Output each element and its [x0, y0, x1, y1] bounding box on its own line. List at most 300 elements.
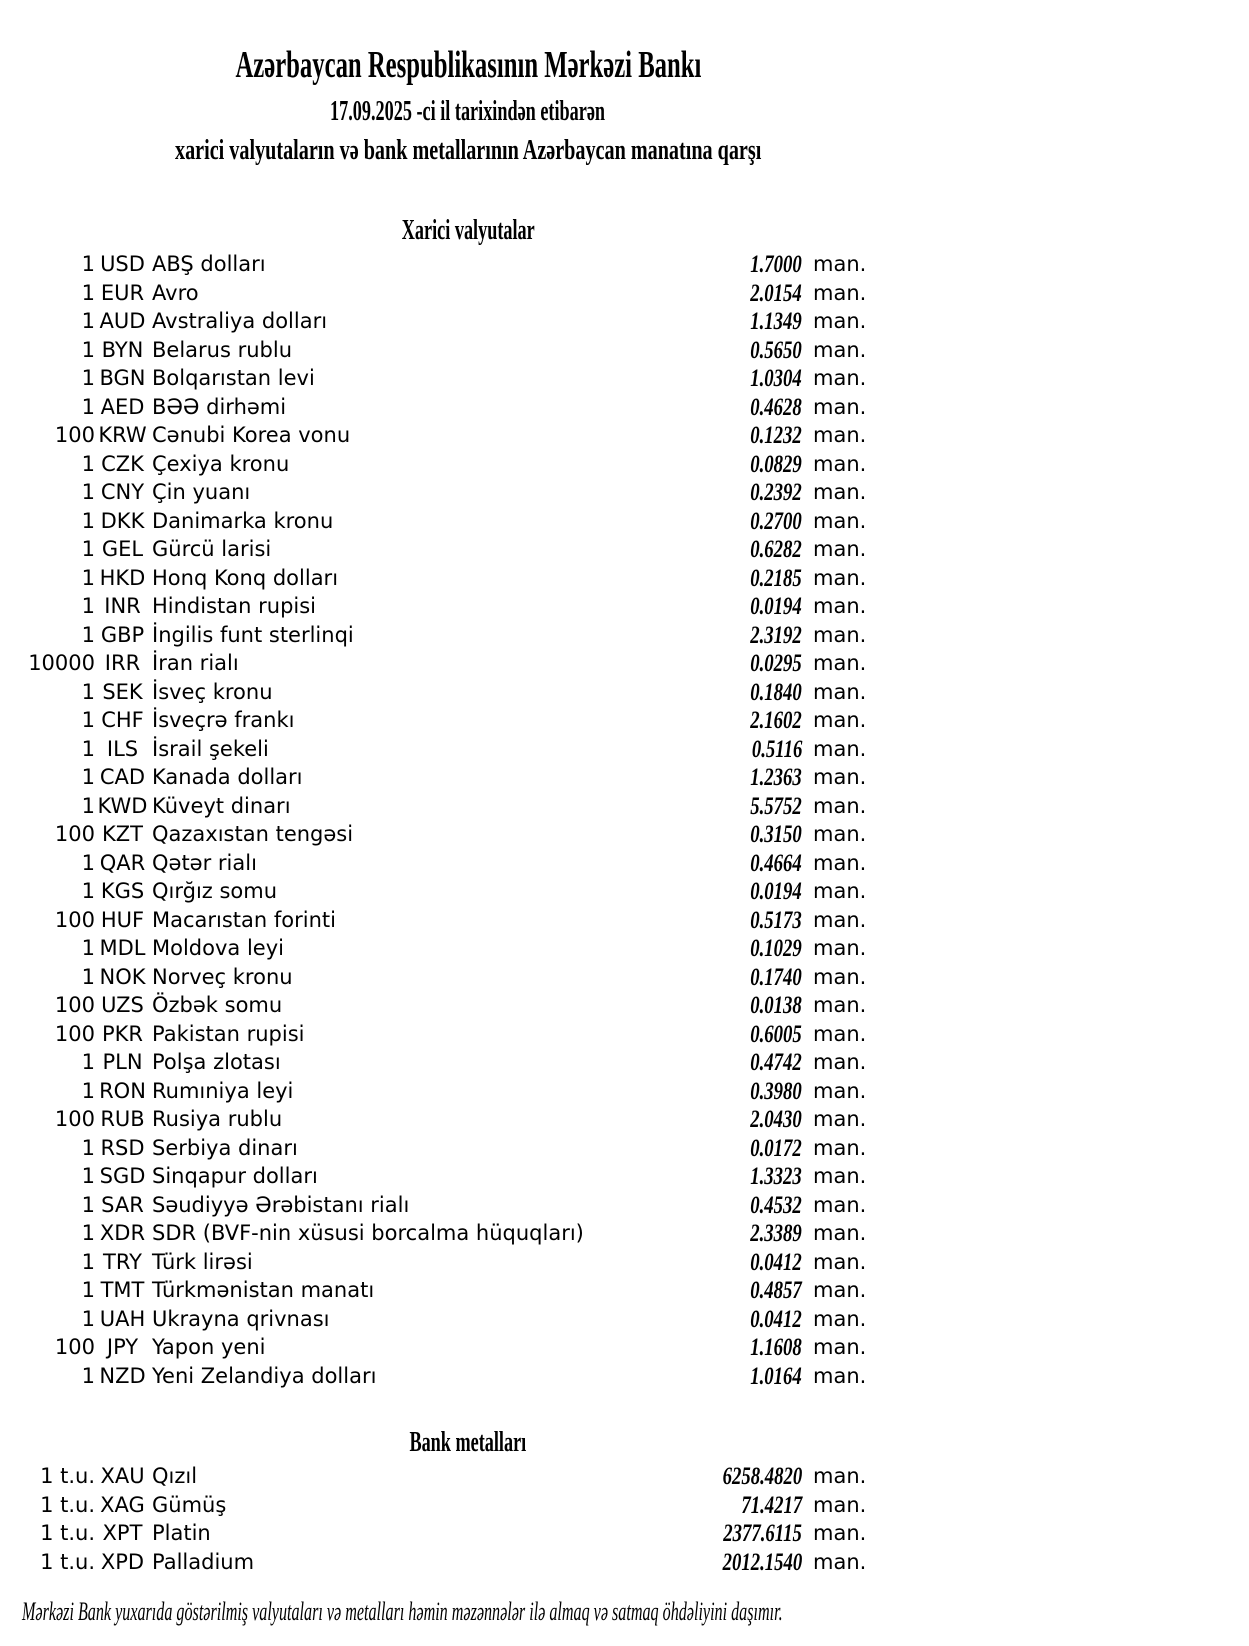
rate-cell: [683, 793, 802, 822]
rate-cell: [683, 479, 802, 508]
end-spacer: [863, 1106, 936, 1135]
rate-cell: [683, 251, 802, 280]
currency-code: CNY: [100, 480, 145, 504]
unit-label: man.: [813, 1021, 867, 1046]
end-spacer: [863, 992, 936, 1021]
rate-cell: [683, 1220, 802, 1249]
quantity: 1: [81, 964, 95, 989]
rate-value: 0.5173: [750, 906, 802, 934]
currency-code: XPD: [100, 1549, 145, 1574]
currency-code: MDL: [99, 936, 146, 960]
unit-label: man.: [813, 1135, 867, 1160]
currency-code: UAH: [99, 1306, 146, 1331]
rate-value: 2012.1540: [722, 1548, 802, 1576]
effective-date-line: [0, 96, 936, 131]
rate-value: 0.0172: [750, 1134, 802, 1162]
page-title: [0, 44, 936, 89]
rate-row-pln: [0, 1049, 936, 1078]
quantity: 1 t.u.: [40, 1521, 95, 1545]
currency-name: Türk lirəsi: [152, 1249, 253, 1274]
rate-row-sek: [0, 679, 936, 708]
unit-label: man.: [813, 964, 867, 989]
quantity: 1: [81, 337, 95, 362]
end-spacer: [863, 736, 936, 765]
unit-label: man.: [813, 537, 867, 561]
currency-name: Serbiya dinarı: [152, 1135, 298, 1160]
section-title-metals: [0, 1427, 936, 1462]
end-spacer: [863, 251, 936, 280]
rate-value: 0.4628: [750, 393, 802, 421]
currency-name: Kanada dolları: [152, 765, 303, 789]
currency-name: İngilis funt sterlinqi: [152, 622, 354, 647]
currency-name: Yapon yeni: [152, 1335, 266, 1359]
rate-row-inr: [0, 593, 936, 622]
end-spacer: [863, 1549, 936, 1578]
unit-label: man.: [813, 1464, 867, 1488]
currency-name: Pakistan rupisi: [152, 1021, 305, 1046]
unit-label: man.: [813, 765, 867, 789]
rate-row-usd: [0, 251, 936, 280]
end-spacer: [863, 679, 936, 708]
unit-label: man.: [813, 366, 867, 390]
rate-cell: [683, 451, 802, 480]
rate-row-cny: [0, 479, 936, 508]
unit-label: man.: [813, 822, 867, 846]
currency-code: BYN: [101, 337, 144, 362]
rate-cell: [683, 1363, 802, 1392]
unit-label: man.: [813, 736, 867, 761]
currency-name: Cənubi Korea vonu: [152, 423, 351, 447]
rate-cell: [683, 878, 802, 907]
currency-code: PLN: [102, 1050, 143, 1074]
quantity: 1: [81, 736, 95, 761]
rate-cell: [683, 707, 802, 736]
quantity: 1: [81, 879, 95, 903]
rate-row-ron: [0, 1078, 936, 1107]
currency-code: KZT: [102, 822, 143, 846]
rate-cell: [683, 1078, 802, 1107]
rate-cell: [683, 935, 802, 964]
currency-name: Gümüş: [152, 1492, 227, 1517]
rate-sections: [0, 215, 936, 1577]
unit-label: man.: [813, 622, 867, 647]
currency-name: Rumıniya leyi: [152, 1078, 294, 1103]
quantity: 100: [54, 423, 95, 447]
rate-cell: [683, 365, 802, 394]
currency-name: Gürcü larisi: [152, 537, 272, 561]
section-title-text: Xarici valyutalar: [401, 215, 535, 246]
currency-code: ILS: [106, 736, 139, 761]
currency-code: UZS: [101, 993, 144, 1017]
rate-value: 0.1029: [750, 935, 802, 962]
quantity: 1: [81, 1363, 95, 1388]
rate-row-try: [0, 1249, 936, 1278]
rate-cell: [683, 1106, 802, 1135]
end-spacer: [863, 308, 936, 337]
unit-label: man.: [813, 252, 867, 276]
unit-label: man.: [813, 793, 867, 818]
currency-name: Küveyt dinarı: [152, 793, 291, 818]
end-spacer: [863, 964, 936, 993]
rate-cell: [683, 536, 802, 565]
rate-row-chf: [0, 707, 936, 736]
end-spacer: [863, 1249, 936, 1278]
rate-row-gel: [0, 536, 936, 565]
end-spacer: [863, 1334, 936, 1363]
rate-row-cad: [0, 764, 936, 793]
rate-row-bgn: [0, 365, 936, 394]
end-spacer: [863, 422, 936, 451]
quantity: 1: [81, 451, 95, 476]
unit-label: man.: [813, 1335, 867, 1359]
currency-name: Ukrayna qrivnası: [152, 1306, 330, 1331]
rate-cell: [683, 1163, 802, 1192]
rate-row-rsd: [0, 1135, 936, 1164]
end-spacer: [863, 280, 936, 309]
rate-row-irr: [0, 650, 936, 679]
quantity: 1 t.u.: [40, 1549, 95, 1574]
currency-code: KWD: [97, 793, 148, 818]
rate-row-xpt: [0, 1520, 936, 1549]
currency-code: IRR: [104, 651, 141, 675]
currency-code: SGD: [99, 1164, 146, 1188]
quantity: 100: [54, 1107, 95, 1131]
quantity: 1: [81, 1164, 95, 1188]
end-spacer: [863, 479, 936, 508]
currency-name: BƏƏ dirhəmi: [152, 394, 287, 419]
rate-value: 71.4217: [741, 1491, 802, 1519]
currency-name: Moldova leyi: [152, 936, 284, 960]
unit-label: man.: [813, 1078, 867, 1103]
currency-code: USD: [100, 252, 145, 276]
rate-row-czk: [0, 451, 936, 480]
rate-row-uzs: [0, 992, 936, 1021]
currency-name: Avstraliya dolları: [152, 309, 328, 333]
rate-row-kgs: [0, 878, 936, 907]
rate-value: 2.3192: [750, 621, 802, 649]
rate-cell: [683, 1334, 802, 1363]
rate-value: 0.0194: [750, 593, 802, 620]
rate-row-sgd: [0, 1163, 936, 1192]
unit-label: man.: [813, 708, 867, 732]
unit-label: man.: [813, 565, 867, 590]
unit-label: man.: [813, 879, 867, 903]
rate-row-jpy: [0, 1334, 936, 1363]
rate-cell: [683, 1021, 802, 1050]
currency-name: Norveç kronu: [152, 964, 293, 989]
rate-row-uah: [0, 1306, 936, 1335]
currency-name: Rusiya rublu: [152, 1107, 283, 1131]
quantity: 1: [81, 508, 95, 533]
rate-cell: [683, 964, 802, 993]
rate-value: 0.6005: [750, 1020, 802, 1048]
currency-code: PKR: [101, 1021, 144, 1046]
rate-value: 0.4664: [750, 849, 802, 877]
end-spacer: [863, 793, 936, 822]
rate-row-hkd: [0, 565, 936, 594]
metals-table: [0, 1463, 936, 1577]
quantity: 1: [81, 1249, 95, 1274]
rate-value: 1.7000: [750, 251, 802, 278]
currency-code: CAD: [99, 765, 146, 789]
currency-code: EUR: [100, 280, 145, 305]
effective-date-text: 17.09.2025 -ci il tarixindən etibarən: [330, 96, 606, 127]
rate-cell: [683, 1492, 802, 1521]
rate-row-pkr: [0, 1021, 936, 1050]
rate-cell: [683, 508, 802, 537]
currency-name: İran rialı: [152, 651, 239, 675]
currency-code: XAG: [100, 1492, 145, 1517]
currency-code: BGN: [99, 366, 146, 390]
page-title-text: Azərbaycan Respublikasının Mərkəzi Bankı: [235, 44, 701, 86]
unit-label: man.: [813, 850, 867, 875]
currency-code: NOK: [99, 964, 146, 989]
rate-value: 2.3389: [750, 1220, 802, 1247]
end-spacer: [863, 821, 936, 850]
currency-name: Polşa zlotası: [152, 1050, 281, 1074]
rate-row-nzd: [0, 1363, 936, 1392]
end-spacer: [863, 1492, 936, 1521]
section-title-currencies: [0, 215, 936, 250]
rate-cell: [683, 1306, 802, 1335]
currency-name: Qazaxıstan tengəsi: [152, 822, 354, 846]
end-spacer: [863, 1463, 936, 1492]
rate-cell: [683, 907, 802, 936]
end-spacer: [863, 1192, 936, 1221]
quantity: 1: [81, 594, 95, 618]
rate-value: 0.0295: [750, 650, 802, 677]
rate-row-mdl: [0, 935, 936, 964]
subtitle-text: xarici valyutaların və bank metallarının Azərbaycan manatına qarşı: [174, 135, 762, 166]
unit-label: man.: [813, 423, 867, 447]
currency-code: TMT: [100, 1278, 145, 1302]
footer-note: [0, 1597, 936, 1630]
rate-row-gbp: [0, 622, 936, 651]
rate-cell: [683, 1049, 802, 1078]
rate-row-qar: [0, 850, 936, 879]
currency-name: Yeni Zelandiya dolları: [152, 1363, 377, 1388]
quantity: 1: [81, 309, 95, 333]
quantity: 1: [81, 793, 95, 818]
rate-value: 0.3150: [750, 821, 802, 848]
unit-label: man.: [813, 280, 867, 305]
end-spacer: [863, 1163, 936, 1192]
end-spacer: [863, 365, 936, 394]
unit-label: man.: [813, 1107, 867, 1131]
rate-value: 0.4857: [750, 1277, 802, 1304]
currency-code: INR: [104, 594, 141, 618]
currency-code: SAR: [101, 1192, 144, 1217]
rate-cell: [683, 1277, 802, 1306]
quantity: 100: [54, 1021, 95, 1046]
rate-value: 5.5752: [750, 792, 802, 820]
currency-name: İsrail şekeli: [152, 736, 269, 761]
quantity: 1: [81, 565, 95, 590]
rate-row-rub: [0, 1106, 936, 1135]
currency-code: RON: [99, 1078, 146, 1103]
rate-cell: [683, 992, 802, 1021]
rate-cell: [683, 679, 802, 708]
end-spacer: [863, 707, 936, 736]
rate-cell: [683, 422, 802, 451]
quantity: 1: [81, 1192, 95, 1217]
unit-label: man.: [813, 1363, 867, 1388]
end-spacer: [863, 1220, 936, 1249]
rate-value: 0.1840: [750, 678, 802, 706]
currency-code: GEL: [101, 537, 144, 561]
end-spacer: [863, 536, 936, 565]
currency-code: XPT: [102, 1521, 143, 1545]
currency-code: RUB: [100, 1107, 145, 1131]
section-title-text: Bank metalları: [409, 1427, 527, 1458]
currency-name: Platin: [152, 1521, 211, 1545]
unit-label: man.: [813, 993, 867, 1017]
quantity: 100: [54, 822, 95, 846]
rate-cell: [683, 1463, 802, 1492]
rate-value: 0.0194: [750, 878, 802, 905]
currency-code: XDR: [99, 1221, 146, 1245]
rate-value: 6258.4820: [722, 1463, 802, 1490]
currency-name: Belarus rublu: [152, 337, 293, 362]
rate-row-huf: [0, 907, 936, 936]
quantity: 1: [81, 765, 95, 789]
rate-value: 0.4742: [750, 1049, 802, 1076]
currency-name: Qızıl: [152, 1464, 198, 1488]
currency-name: SDR (BVF-nin xüsusi borcalma hüquqları): [152, 1221, 584, 1245]
currencies-table: [0, 251, 936, 1391]
rate-cell: [683, 394, 802, 423]
end-spacer: [863, 878, 936, 907]
rate-value: 2.0430: [750, 1106, 802, 1133]
rate-row-aed: [0, 394, 936, 423]
subtitle: [0, 135, 936, 170]
unit-label: man.: [813, 309, 867, 333]
unit-label: man.: [813, 907, 867, 932]
end-spacer: [863, 1306, 936, 1335]
quantity: 1: [81, 1135, 95, 1160]
rate-value: 0.2392: [750, 479, 802, 506]
currency-name: Sinqapur dolları: [152, 1164, 318, 1188]
quantity: 1: [81, 252, 95, 276]
currency-code: RSD: [100, 1135, 145, 1160]
currency-name: Çexiya kronu: [152, 451, 290, 476]
currency-name: Səudiyyə Ərəbistanı rialı: [152, 1192, 410, 1217]
currency-name: Honq Konq dolları: [152, 565, 339, 590]
quantity: 1: [81, 936, 95, 960]
rate-value: 0.0412: [750, 1305, 802, 1333]
rate-value: 0.0412: [750, 1248, 802, 1276]
rate-cell: [683, 764, 802, 793]
currency-code: NZD: [99, 1363, 146, 1388]
rate-value: 1.1608: [750, 1334, 802, 1361]
unit-label: man.: [813, 394, 867, 419]
currency-code: AED: [100, 394, 145, 419]
quantity: 1: [81, 1078, 95, 1103]
currency-name: Qətər rialı: [152, 850, 257, 875]
rate-cell: [683, 593, 802, 622]
unit-label: man.: [813, 1278, 867, 1302]
rate-row-kwd: [0, 793, 936, 822]
rate-value: 1.2363: [750, 764, 802, 791]
end-spacer: [863, 1049, 936, 1078]
unit-label: man.: [813, 679, 867, 704]
quantity: 100: [54, 1335, 95, 1359]
currency-code: HKD: [99, 565, 146, 590]
rate-row-kzt: [0, 821, 936, 850]
unit-label: man.: [813, 1192, 867, 1217]
end-spacer: [863, 935, 936, 964]
rate-cell: [683, 821, 802, 850]
currency-code: TRY: [103, 1249, 142, 1274]
currency-code: CZK: [101, 451, 144, 476]
rate-row-ils: [0, 736, 936, 765]
currency-code: KRW: [98, 423, 147, 447]
rate-value: 2.0154: [750, 279, 802, 307]
unit-label: man.: [813, 936, 867, 960]
end-spacer: [863, 1277, 936, 1306]
currency-name: İsveç kronu: [152, 679, 273, 704]
end-spacer: [863, 1363, 936, 1392]
rate-cell: [683, 1249, 802, 1278]
currency-code: CHF: [101, 708, 144, 732]
quantity: 100: [54, 907, 95, 932]
currency-code: AUD: [99, 309, 146, 333]
unit-label: man.: [813, 1050, 867, 1074]
rate-value: 1.3323: [750, 1163, 802, 1190]
rate-row-nok: [0, 964, 936, 993]
currency-name: Qırğız somu: [152, 879, 278, 903]
quantity: 1 t.u.: [40, 1464, 95, 1488]
currency-code: XAU: [100, 1464, 145, 1488]
rate-value: 2.1602: [750, 707, 802, 734]
unit-label: man.: [813, 451, 867, 476]
unit-label: man.: [813, 337, 867, 362]
currency-name: Danimarka kronu: [152, 508, 334, 533]
unit-label: man.: [813, 1521, 867, 1545]
rate-value: 0.2700: [750, 507, 802, 535]
rate-cell: [683, 736, 802, 765]
rate-row-tmt: [0, 1277, 936, 1306]
currency-name: Palladium: [152, 1549, 255, 1574]
rate-row-krw: [0, 422, 936, 451]
quantity: 1: [81, 1278, 95, 1302]
quantity: 1: [81, 537, 95, 561]
end-spacer: [863, 593, 936, 622]
rate-value: 1.0164: [750, 1362, 802, 1390]
quantity: 1: [81, 708, 95, 732]
quantity: 1: [81, 850, 95, 875]
rate-row-xdr: [0, 1220, 936, 1249]
currency-name: Türkmənistan manatı: [152, 1278, 375, 1302]
currency-code: HUF: [100, 907, 145, 932]
rate-value: 2377.6115: [723, 1520, 802, 1547]
rate-cell: [683, 1549, 802, 1578]
quantity: 1 t.u.: [40, 1492, 95, 1517]
end-spacer: [863, 764, 936, 793]
unit-label: man.: [813, 480, 867, 504]
rate-cell: [683, 850, 802, 879]
rate-cell: [683, 565, 802, 594]
unit-label: man.: [813, 1306, 867, 1331]
rate-cell: [683, 308, 802, 337]
end-spacer: [863, 1135, 936, 1164]
rate-value: 0.5116: [751, 735, 802, 763]
end-spacer: [863, 394, 936, 423]
end-spacer: [863, 508, 936, 537]
rate-cell: [683, 1135, 802, 1164]
footer-note-text: Mərkəzi Bank yuxarıda göstərilmiş valyutaları və metalları həmin məzənnələr ilə almaq və satmaq öhdəliyini daşımır.: [22, 1597, 783, 1626]
rate-value: 0.0138: [750, 992, 802, 1019]
